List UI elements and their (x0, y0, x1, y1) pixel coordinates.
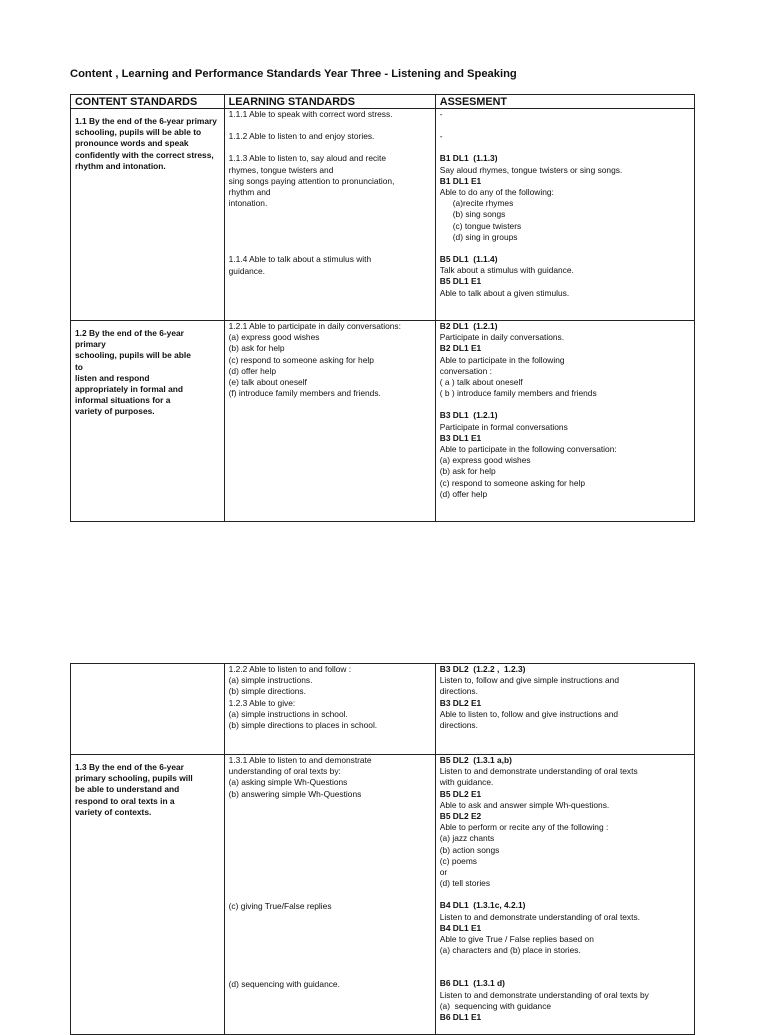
learning-standard-1-3-1 (229, 755, 431, 800)
text-line: primary schooling, pupils will (75, 773, 193, 784)
text-line: informal situations for a (75, 395, 171, 406)
content-standard-1-3 (75, 755, 220, 818)
assessment-b5-dl1 (440, 254, 690, 299)
text-line: 1.2.1 Able to participate in daily conversations: (228, 321, 401, 331)
assessment-b4-dl1 (440, 900, 690, 956)
assessment-text: directions. (439, 686, 478, 697)
text-line: (b) simple directions. (228, 686, 306, 697)
assessment-text: (b) action songs (439, 844, 500, 855)
learning-standard-1-3-1d: (d) sequencing with guidance. (228, 979, 340, 990)
text-line: variety of contexts. (75, 806, 152, 817)
assessment-text: (d) offer help (439, 488, 488, 499)
assessment-code: B6 DL1 E1 (439, 1012, 482, 1023)
assessment-code: B3 DL1 (1.2.1) (439, 410, 498, 421)
content-standard-cell (71, 755, 225, 1035)
assessment-cell (435, 321, 694, 522)
assessment-b1-dl1 (440, 153, 690, 243)
assessment-b5-dl2 (440, 755, 690, 889)
header-content-standards: CONTENT STANDARDS (71, 95, 225, 109)
assessment-text: Able to give True / False replies based on (439, 934, 594, 945)
assessment-text: ( b ) introduce family members and friends (439, 388, 597, 399)
assessment-code: B5 DL2 (1.3.1 a,b) (439, 755, 512, 765)
text-line: 1.3 By the end of the 6-year (75, 762, 184, 772)
learning-standard-cell (224, 321, 435, 522)
text-line: (c) respond to someone asking for help (228, 354, 374, 365)
learning-standard-cell (224, 109, 435, 321)
assessment-text: Able to ask and answer simple Wh-questions. (439, 799, 610, 810)
learning-standard-1-1-4 (229, 254, 431, 276)
assessment-text: or (439, 867, 448, 878)
assessment-text: (d) tell stories (439, 878, 491, 889)
assessment-code: B5 DL2 E2 (439, 811, 482, 822)
assessment-code: B3 DL1 E1 (439, 432, 482, 443)
assessment-text: (c) tongue twisters (452, 220, 522, 231)
assessment-code: B5 DL2 E1 (439, 788, 482, 799)
text-line: understanding of oral texts by: (228, 766, 341, 777)
assessment-text: Able to listen to, follow and give instructions and (439, 708, 619, 719)
assessment-text: Able to talk about a given stimulus. (439, 287, 570, 298)
text-line: intonation. (228, 198, 268, 209)
assessment-text: (a) sequencing with guidance (439, 1000, 552, 1011)
text-line: 1.2 By the end of the 6-year (75, 328, 184, 338)
assessment-code: B6 DL1 (1.3.1 d) (439, 978, 505, 989)
assessment-b6-dl1 (440, 978, 690, 1023)
assessment-text: Listen to and demonstrate understanding of oral texts by (439, 989, 649, 1000)
learning-standard-1-2-2 (229, 664, 431, 731)
text-line: sing songs paying attention to pronunciation, (228, 175, 395, 186)
standards-table-2 (70, 663, 695, 1035)
text-line: schooling, pupils will be able (75, 350, 191, 361)
text-line: 1.2.2 Able to listen to and follow : (228, 664, 352, 674)
text-line: 1.1.3 Able to listen to, say aloud and recite (228, 153, 387, 164)
assessment-b3-dl1 (440, 410, 690, 500)
assessment-text: Able to participate in the following conversation: (439, 444, 617, 455)
learning-standard-cell (224, 755, 435, 1035)
assessment-text: with guidance. (439, 777, 494, 788)
learning-standard-1-1-2: 1.1.2 Able to listen to and enjoy stories. (228, 131, 375, 142)
assessment-text: Able to participate in the following (439, 354, 565, 365)
assessment-code: B3 DL2 (1.2.2 , 1.2.3) (439, 664, 526, 674)
assessment-text: (b) sing songs (452, 209, 506, 220)
table-row (71, 755, 695, 1035)
header-learning-standards: LEARNING STANDARDS (224, 95, 435, 109)
text-line: (a) simple instructions in school. (228, 708, 348, 719)
assessment-text: (b) ask for help (439, 466, 496, 477)
content-standard-1-2 (75, 321, 220, 418)
text-line: (d) offer help (228, 365, 276, 376)
text-line: rhythm and (228, 187, 271, 198)
header-assessment: ASSESMENT (435, 95, 694, 109)
text-line: (a) simple instructions. (228, 675, 313, 686)
document-title: Content , Learning and Performance Standards Year Three - Listening and Speaking (70, 68, 517, 80)
standards-table-1 (70, 94, 695, 522)
learning-standard-1-2-1 (229, 321, 431, 399)
learning-standard-1-1-1: 1.1.1 Able to speak with correct word stress. (228, 109, 393, 119)
text-line: (a) asking simple Wh-Questions (228, 777, 348, 788)
assessment-text: Able to perform or recite any of the following : (439, 822, 609, 833)
assessment-text: (a) characters and (b) place in stories. (439, 945, 581, 956)
text-line: (b) simple directions to places in school. (228, 720, 378, 731)
assessment-code: B1 DL1 (1.1.3) (439, 153, 498, 164)
assessment-text: Say aloud rhymes, tongue twisters or sing songs. (439, 164, 623, 175)
text-line: listen and respond (75, 372, 150, 383)
assessment-cell (435, 109, 694, 321)
assessment-text: (c) poems (439, 855, 477, 866)
assessment-code: B5 DL1 (1.1.4) (439, 254, 498, 265)
text-line: rhymes, tongue twisters and (228, 164, 334, 175)
text-line: primary (75, 339, 106, 350)
text-line: (a) express good wishes (228, 332, 320, 343)
assessment-text: (c) respond to someone asking for help (439, 477, 586, 488)
assessment-cell (435, 755, 694, 1035)
assessment-code: B1 DL1 E1 (439, 175, 482, 186)
assessment-code: B5 DL1 E1 (439, 276, 482, 287)
table-row (71, 321, 695, 522)
text-line: (b) ask for help (228, 343, 285, 354)
assessment-text: (d) sing in groups (452, 231, 518, 242)
content-standard-1-1: 1.1 By the end of the 6-year primary schooling, pupils will be able to pronounce words and speak confidently with the correct stress, rhythm and intonation. (75, 116, 217, 171)
text-line: 1.1.4 Able to talk about a stimulus with (228, 254, 372, 265)
assessment-b2-dl1 (440, 321, 690, 399)
text-line: 1.2.3 Able to give: (228, 697, 296, 708)
table-header-row (71, 95, 695, 109)
assessment-text: conversation : (439, 365, 492, 376)
text-line: appropriately in formal and (75, 384, 183, 395)
assessment-text: Talk about a stimulus with guidance. (439, 265, 574, 276)
assessment-placeholder: - (439, 131, 443, 142)
text-line: guidance. (228, 265, 265, 276)
assessment-code: B2 DL1 E1 (439, 343, 482, 354)
assessment-text: Participate in formal conversations (439, 421, 568, 432)
text-line: respond to oral texts in a (75, 795, 175, 806)
assessment-text: Listen to, follow and give simple instructions and (439, 675, 619, 686)
text-line: (b) answering simple Wh-Questions (228, 788, 362, 799)
assessment-text: Listen to and demonstrate understanding of oral texts. (439, 911, 640, 922)
text-line: 1.3.1 Able to listen to and demonstrate (228, 755, 372, 765)
table-row (71, 664, 695, 755)
assessment-cell (435, 664, 694, 755)
assessment-code: B4 DL1 (1.3.1c, 4.2.1) (439, 900, 526, 911)
assessment-b3-dl2 (440, 664, 690, 731)
content-standard-cell (71, 109, 225, 321)
assessment-text: directions. (439, 720, 478, 731)
assessment-code: B2 DL1 (1.2.1) (439, 321, 498, 331)
text-line: be able to understand and (75, 784, 180, 795)
assessment-text: Able to do any of the following: (439, 187, 554, 198)
content-standard-cell (71, 321, 225, 522)
text-line: (f) introduce family members and friends. (228, 388, 381, 399)
text-line: to (75, 361, 83, 372)
assessment-text: (a) jazz chants (439, 833, 495, 844)
assessment-placeholder: - (439, 109, 443, 119)
text-line: (e) talk about oneself (228, 377, 307, 388)
table-row (71, 109, 695, 321)
assessment-text: (a)recite rhymes (452, 198, 514, 209)
learning-standard-cell (224, 664, 435, 755)
text-line: variety of purposes. (75, 406, 155, 417)
assessment-code: B3 DL2 E1 (439, 697, 482, 708)
assessment-text: Listen to and demonstrate understanding of oral texts (439, 766, 638, 777)
content-standard-cell (71, 664, 225, 755)
learning-standard-1-1-3 (229, 153, 431, 209)
assessment-text: (a) express good wishes (439, 455, 531, 466)
assessment-text: Participate in daily conversations. (439, 332, 565, 343)
assessment-code: B4 DL1 E1 (439, 922, 482, 933)
assessment-text: ( a ) talk about oneself (439, 377, 523, 388)
learning-standard-1-3-1c: (c) giving True/False replies (228, 900, 332, 911)
